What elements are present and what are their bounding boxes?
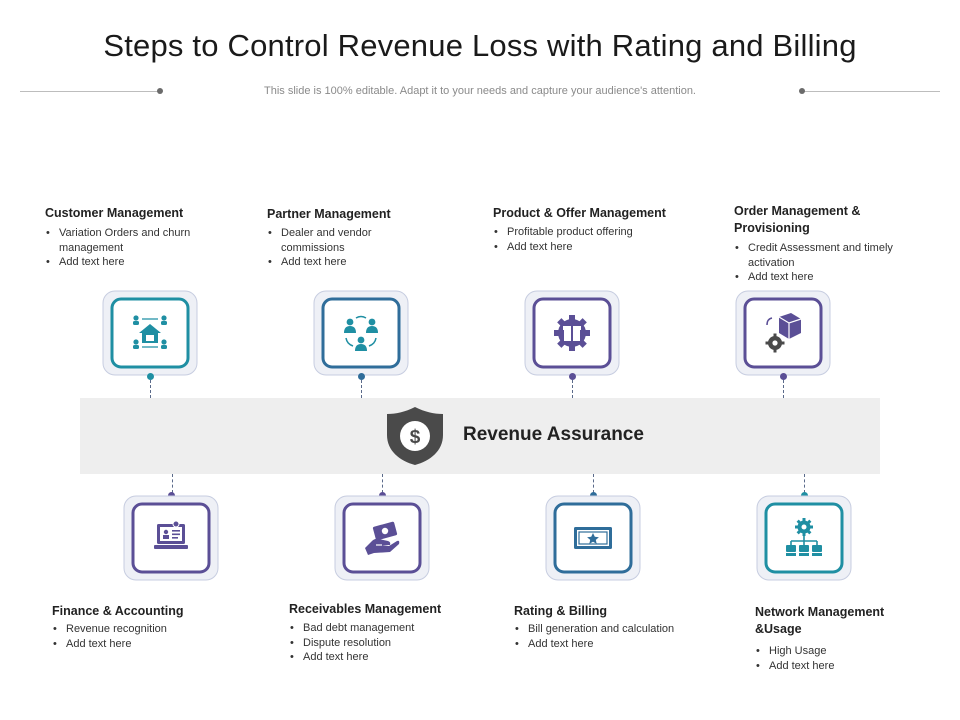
bullets-receivables-management — [289, 621, 479, 665]
partner-cycle-icon — [341, 313, 381, 353]
label-partner-management: Partner Management — [267, 207, 391, 221]
subtitle-line-left — [20, 91, 160, 92]
label-receivables-management: Receivables Management — [289, 602, 442, 616]
connector-order-management — [783, 380, 784, 398]
connector-product-offer-management — [572, 380, 573, 398]
subtitle-line-right — [804, 91, 940, 92]
bullet-item: • Add text here — [289, 650, 479, 665]
card-partner-management — [313, 290, 409, 376]
bullet-item: • Add text here — [514, 637, 724, 652]
label-customer-management: Customer Management — [45, 206, 184, 220]
label-product-offer-management: Product & Offer Management — [493, 206, 666, 220]
card-rating-billing — [545, 495, 641, 581]
product-gear-icon — [552, 313, 592, 353]
dot-partner-management — [358, 373, 365, 380]
subtitle-dot-left — [157, 88, 163, 94]
bullet-item: • Variation Orders and churn management — [45, 226, 235, 255]
svg-text:$: $ — [409, 427, 421, 448]
order-box-gear-icon — [763, 313, 803, 353]
bullet-item: • Add text here — [734, 270, 894, 285]
connector-rating-billing — [593, 474, 594, 493]
card-customer-management — [102, 290, 198, 376]
bullet-item: • High Usage — [755, 644, 915, 659]
hand-money-icon — [362, 518, 402, 558]
bullets-partner-management — [267, 226, 417, 270]
customer-house-icon — [130, 313, 170, 353]
bullet-item: • Add text here — [493, 240, 693, 255]
bullet-item: • Credit Assessment and timely activation — [734, 241, 894, 270]
bullet-item: • Revenue recognition — [52, 622, 242, 637]
bullets-network-management — [755, 644, 915, 673]
bullet-item: • Dealer and vendor commissions — [267, 226, 417, 255]
label-order-management: Order Management & Provisioning — [734, 204, 861, 235]
dollar-shield-icon — [385, 405, 445, 467]
bullet-item: • Profitable product offering — [493, 225, 693, 240]
bullet-item: • Add text here — [45, 255, 235, 270]
connector-receivables-management — [382, 474, 383, 493]
label-network-management: Network Management &Usage — [755, 605, 885, 636]
connector-partner-management — [361, 380, 362, 398]
bullet-item: • Dispute resolution — [289, 636, 479, 651]
laptop-finance-icon — [151, 518, 191, 558]
bullets-customer-management — [45, 226, 235, 270]
card-product-offer-management — [524, 290, 620, 376]
card-receivables-management — [334, 495, 430, 581]
network-gear-icon — [784, 518, 824, 558]
bullet-item: • Add text here — [267, 255, 417, 270]
page-subtitle: This slide is 100% editable. Adapt it to your needs and capture your audience's attention. — [264, 85, 696, 97]
connector-finance-accounting — [172, 474, 173, 493]
subtitle-dot-right — [799, 88, 805, 94]
page-title: Steps to Control Revenue Loss with Rating and Billing — [103, 28, 857, 63]
bullet-item: • Add text here — [52, 637, 242, 652]
dot-customer-management — [147, 373, 154, 380]
bullet-item: • Bad debt management — [289, 621, 479, 636]
card-network-management — [756, 495, 852, 581]
label-finance-accounting: Finance & Accounting — [52, 604, 184, 618]
star-bill-icon — [573, 518, 613, 558]
bullets-rating-billing — [514, 622, 724, 651]
bullet-item: • Add text here — [755, 659, 915, 674]
revenue-assurance-label: Revenue Assurance — [463, 424, 644, 445]
card-finance-accounting — [123, 495, 219, 581]
card-order-management — [735, 290, 831, 376]
bullet-item: • Bill generation and calculation — [514, 622, 724, 637]
dot-product-offer-management — [569, 373, 576, 380]
connector-network-management — [804, 474, 805, 493]
bullets-product-offer-management — [493, 225, 693, 254]
bullets-finance-accounting — [52, 622, 242, 651]
connector-customer-management — [150, 380, 151, 398]
dot-order-management — [780, 373, 787, 380]
label-rating-billing: Rating & Billing — [514, 604, 608, 618]
bullets-order-management — [734, 241, 894, 285]
